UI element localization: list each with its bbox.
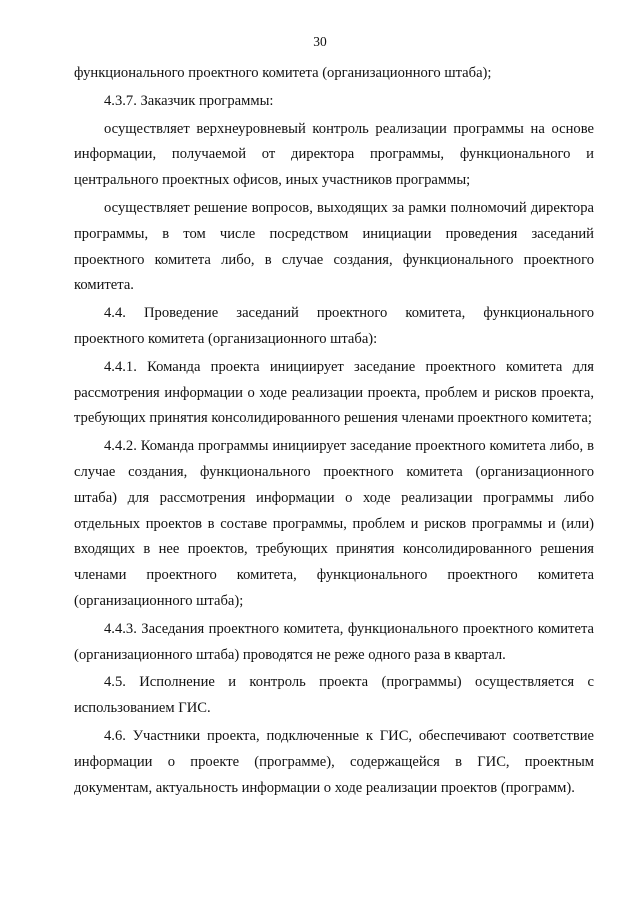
paragraph-4-6: 4.6. Участники проекта, подключенные к ГИС, обеспечивают соответствие информации о проекте (программе), содержащейся в ГИС, проектным документам, актуальность информации о ходе реализации проектов (программ). <box>74 727 594 796</box>
paragraph-continuation: функционального проектного комитета (организационного штаба); <box>74 65 492 81</box>
page-number: 30 <box>313 34 327 49</box>
document-body <box>74 61 594 803</box>
paragraph-4-3-7-decisions: осуществляет решение вопросов, выходящих за рамки полномочий директора программы, в том числе посредством инициации проведения заседаний проектного комитета либо, в случае создания, функционального проектного комитета. <box>74 199 594 294</box>
paragraph-4-3-7-heading: 4.3.7. Заказчик программы: <box>104 92 274 109</box>
paragraph-4-4-1: 4.4.1. Команда проекта инициирует заседание проектного комитета для рассмотрения информации о ходе реализации проекта, проблем и рисков проекта, требующих принятия консолидированного решения членами проектного комитета; <box>74 358 594 427</box>
paragraph-4-5: 4.5. Исполнение и контроль проекта (программы) осуществляется с использованием ГИС. <box>74 674 594 717</box>
paragraph-4-3-7-control: осуществляет верхнеуровневый контроль реализации программы на основе информации, получаемой от директора программы, функционального и центрального проектных офисов, иных участников программы; <box>74 120 594 189</box>
paragraph-4-4-heading: 4.4. Проведение заседаний проектного комитета, функционального проектного комитета (организационного штаба): <box>74 305 594 347</box>
paragraph-4-4-2: 4.4.2. Команда программы инициирует заседание проектного комитета либо, в случае создания, функционального проектного комитета (организационного штаба) для рассмотрения информации о ходе реализации программы либо отдельных проектов в составе программы, проблем и рисков программы и (или) входящих в нее проектов, требующих принятия консолидированного решения членами проектного комитета, функционального проектного комитета (организационного штаба); <box>74 438 594 609</box>
paragraph-4-4-3: 4.4.3. Заседания проектного комитета, функционального проектного комитета (организационного штаба) проводятся не реже одного раза в квартал. <box>74 620 594 663</box>
